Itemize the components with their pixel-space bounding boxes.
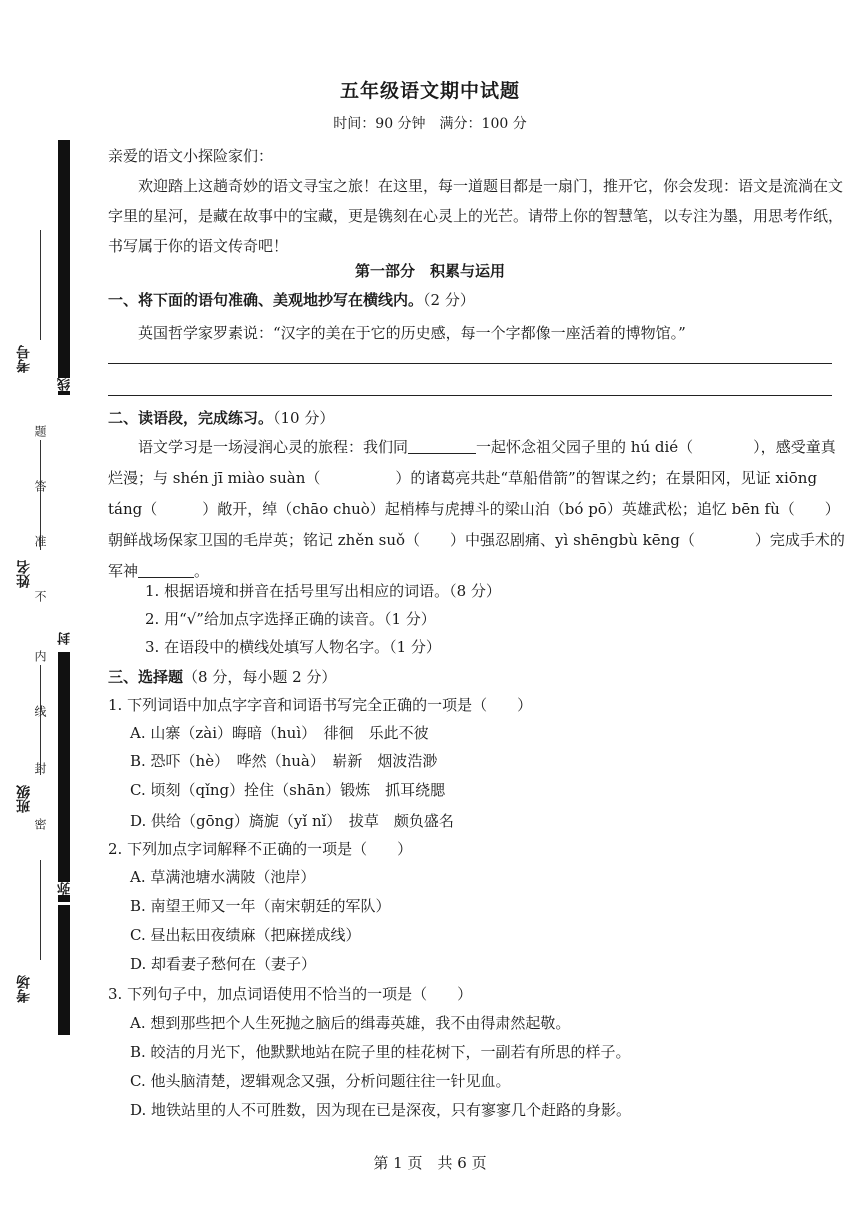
binding-margin xyxy=(0,0,90,1216)
mc-question-3-option-a[interactable]: A. 想到那些把个人生死抛之脑后的缉毒英雄，我不由得肃然起敬。 xyxy=(130,1014,571,1032)
passage-text: ）的诸葛亮共赴“草船借箭”的智谋之约；在景 xyxy=(395,469,696,487)
seal-line-mark: 线 xyxy=(58,378,73,391)
mc-question-2-option-b[interactable]: B. 南望王师又一年（南宋朝廷的军队） xyxy=(130,897,391,915)
seal-char: 不 xyxy=(33,590,47,602)
name-line xyxy=(40,440,41,550)
class-line xyxy=(40,665,41,775)
question-1-title: 一、将下面的语句准确、美观地抄写在横线内。 xyxy=(108,291,424,309)
seal-char: 密 xyxy=(33,818,47,830)
mc-question-2-option-d[interactable]: D. 却看妻子愁何在（妻子） xyxy=(130,955,317,973)
question-1-heading xyxy=(108,289,475,310)
passage-text: ）中强忍剧痛、yì shēng xyxy=(450,531,619,549)
greeting: 亲爱的语文小探险家们： xyxy=(108,147,274,165)
mc-question-1-option-c[interactable]: C. 顷刻（qǐng）拴住（shān）锻炼 抓耳绕腮 xyxy=(130,781,446,799)
name-blank-2[interactable] xyxy=(138,561,194,578)
passage-text: ）敞开，绰（chāo chuò）起梢棒与虎搏斗的梁山泊（bó pō）英雄武 xyxy=(202,500,667,518)
sub-question-3: 3. 在语段中的横线处填写人物名字。（1 分） xyxy=(145,638,441,656)
mc-question-3-stem: 3. 下列句子中，加点词语使用不恰当的一项是（ ） xyxy=(108,985,473,1003)
binding-bar xyxy=(58,905,70,1035)
passage-text: 。 xyxy=(194,562,210,580)
binding-bar xyxy=(58,652,70,902)
mc-question-3-option-b[interactable]: B. 皎洁的月光下，他默默地站在院子里的桂花树下，一副若有所思的样子。 xyxy=(130,1043,631,1061)
question-3-points: （8 分，每小题 2 分） xyxy=(183,668,337,686)
passage-text: 一起怀念祖父园子里的 hú dié（ xyxy=(476,438,694,456)
copy-line-2[interactable] xyxy=(108,395,832,396)
seal-char: 线 xyxy=(33,705,47,717)
passage-text: ）， xyxy=(753,438,776,456)
passage-text: 阳冈，见证 xiōng táng（ xyxy=(108,469,818,518)
question-3-heading xyxy=(108,666,336,687)
exam-no-line xyxy=(40,230,41,340)
name-blank-1[interactable] xyxy=(408,437,476,454)
seal-char: 题 xyxy=(33,425,47,437)
class-label: 班级 xyxy=(16,785,32,813)
sub-question-1: 1. 根据语境和拼音在括号里写出相应的词语。（8 分） xyxy=(145,582,501,600)
passage xyxy=(108,432,848,587)
question-2-heading xyxy=(108,407,334,428)
mc-question-1-option-b[interactable]: B. 恐吓（hè） 哗然（huà） 崭新 烟波浩渺 xyxy=(130,752,438,770)
mc-question-2-option-a[interactable]: A. 草满池塘水满陂（池岸） xyxy=(130,868,316,886)
room-label: 考场 xyxy=(16,975,32,1003)
mc-question-1-stem: 1. 下列词语中加点字字音和词语书写完全正确的一项是（ ） xyxy=(108,696,533,714)
seal-close-mark: 弥 xyxy=(58,882,73,895)
mc-question-1-option-d[interactable]: D. 供给（gōng）旖旎（yǐ nǐ） 拔草 颇负盛名 xyxy=(130,812,454,830)
passage-text: ）完成手术的军神 xyxy=(108,531,845,580)
part-heading: 第一部分 积累与运用 xyxy=(354,262,505,280)
intro-paragraph: 欢迎踏上这趟奇妙的语文寻宝之旅！在这里，每一道题目都是一扇门，推开它，你会发现：语文是流淌在文字里的星河，是藏在故事中的宝藏，更是镌刻在心灵上的光芒。请带上你的智慧笔，以专注为墨，用思考作纸，书写属于你的语文传奇吧！ xyxy=(108,177,844,255)
seal-seal-mark: 封 xyxy=(58,632,73,645)
sub-question-2: 2. 用“√”给加点字选择正确的读音。（1 分） xyxy=(145,610,436,628)
question-2-title: 二、读语段，完成练习。 xyxy=(108,409,274,427)
copy-quote: 英国哲学家罗素说：“汉字的美在于它的历史感，每一个字都像一座活着的博物馆。” xyxy=(138,324,686,342)
passage-text: 语文学习是一场浸润心灵的旅程：我们同 xyxy=(138,438,409,456)
mc-question-3-option-d[interactable]: D. 地铁站里的人不可胜数，因为现在已是深夜，只有寥寥几个赶路的身影。 xyxy=(130,1101,632,1119)
question-1-points: （2 分） xyxy=(423,291,475,309)
passage-text: 感受童真烂漫；与 shén jī miào suàn（ xyxy=(108,438,836,487)
passage-text: bù kēng（ xyxy=(618,531,695,549)
mc-question-1-option-a[interactable]: A. 山寨（zài）晦暗（huì） 徘徊 乐此不彼 xyxy=(130,724,429,742)
question-3-title: 三、选择题 xyxy=(108,668,184,686)
question-2-points: （10 分） xyxy=(273,409,335,427)
passage-text: ）朝鲜战场保家卫国的毛岸英；铭记 zhěn suǒ（ xyxy=(108,500,840,549)
room-line xyxy=(40,860,41,960)
copy-line-1[interactable] xyxy=(108,363,832,364)
exam-no-label: 考号 xyxy=(16,345,32,373)
page-number: 第 1 页 共 6 页 xyxy=(373,1154,487,1172)
seal-char: 内 xyxy=(33,650,47,662)
mc-question-3-option-c[interactable]: C. 他头脑清楚，逻辑观念又强，分析问题往往一针见血。 xyxy=(130,1072,511,1090)
page-title: 五年级语文期中试题 xyxy=(339,80,520,102)
seal-char: 封 xyxy=(33,762,47,774)
mc-question-2-option-c[interactable]: C. 昼出耘田夜绩麻（把麻搓成线） xyxy=(130,926,361,944)
seal-char: 准 xyxy=(33,535,47,547)
passage-text: 松；追忆 bēn fù（ xyxy=(666,500,795,518)
exam-meta: 时间：90 分钟 满分：100 分 xyxy=(333,116,527,132)
mc-question-2-stem: 2. 下列加点字词解释不正确的一项是（ ） xyxy=(108,840,413,858)
name-label: 姓名 xyxy=(16,560,32,588)
seal-char: 答 xyxy=(33,480,47,492)
